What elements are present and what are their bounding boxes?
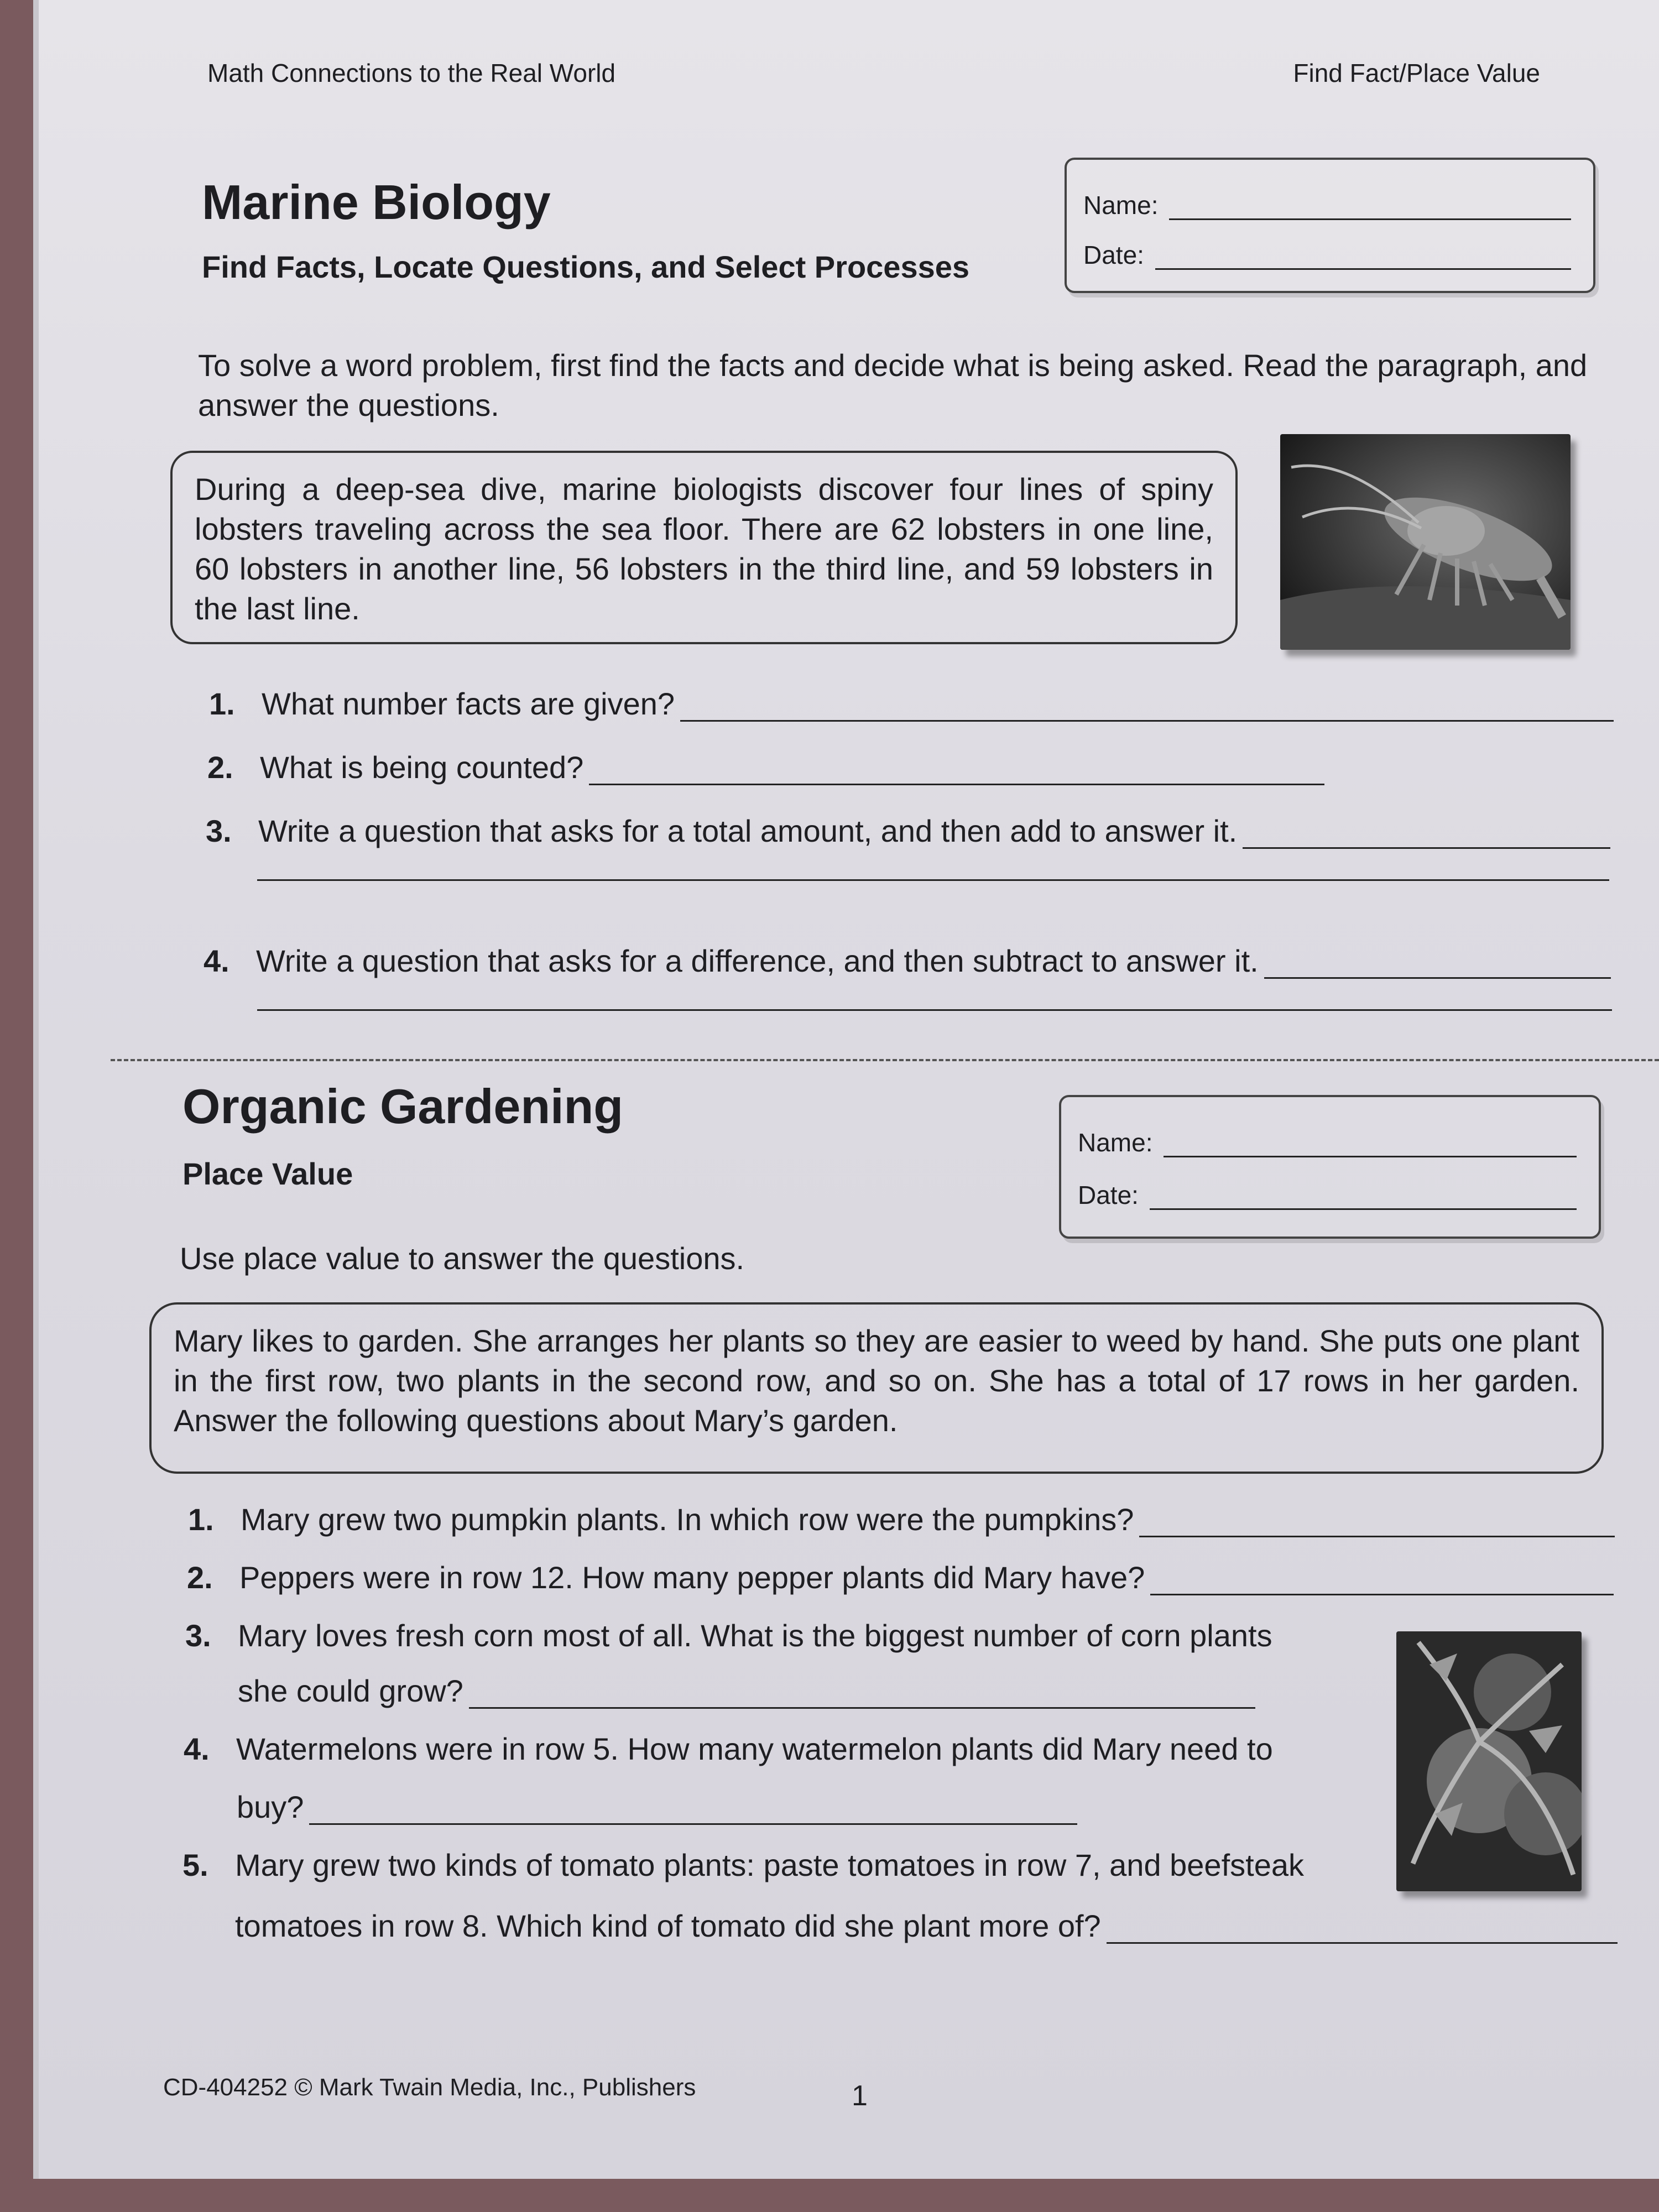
garden-question-5 <box>182 1847 1421 1883</box>
garden-name-field[interactable] <box>1164 1135 1577 1157</box>
answer-line[interactable] <box>1139 1506 1615 1537</box>
question-number: 2. <box>187 1560 213 1595</box>
footer-page-number: 1 <box>852 2080 868 2112</box>
marine-date-label: Date: <box>1083 241 1144 269</box>
question-number: 4. <box>184 1731 210 1766</box>
garden-name-date-box <box>1059 1095 1601 1239</box>
marine-name-date-box <box>1065 158 1595 293</box>
question-text: Watermelons were in row 5. How many watermelon plants did Mary need to <box>236 1731 1273 1766</box>
garden-story-box <box>149 1302 1604 1474</box>
marine-story-text: During a deep-sea dive, marine biologists discover four lines of spiny lobsters traveling across the sea floor. There are 62 lobsters in one line, 60 lobsters in another line, 56 lobsters in the third line, and 59 lobsters in the last line. <box>195 472 1213 626</box>
question-text: Mary grew two pumpkin plants. In which row were the pumpkins? <box>241 1502 1134 1537</box>
marine-question-1 <box>209 686 1614 722</box>
marine-story-box <box>170 451 1238 644</box>
marine-date-row <box>1083 240 1571 270</box>
question-text: What is being counted? <box>260 750 584 785</box>
lobster-photo <box>1280 434 1571 650</box>
garden-question-3 <box>185 1618 1402 1653</box>
question-text: Mary loves fresh corn most of all. What is the biggest number of corn plants <box>238 1618 1272 1653</box>
garden-story-text: Mary likes to garden. She arranges her plants so they are easier to weed by hand. She puts one plant in the first row, two plants in the second row, and so on. She has a total of 17 rows in her garden. Answer the following questions about Mary’s garden. <box>174 1323 1579 1438</box>
garden-intro: Use place value to answer the questions. <box>180 1241 745 1276</box>
lobster-image <box>1280 434 1571 650</box>
marine-name-field[interactable] <box>1169 198 1571 220</box>
marine-title: Marine Biology <box>202 175 551 229</box>
garden-question-3-cont <box>238 1673 1255 1709</box>
tomato-photo <box>1396 1631 1582 1891</box>
answer-line[interactable] <box>1150 1564 1614 1595</box>
question-number: 1. <box>209 686 235 721</box>
marine-q4-answer-line-2[interactable] <box>257 1009 1612 1011</box>
question-text: What number facts are given? <box>262 686 675 721</box>
answer-line[interactable] <box>309 1794 1077 1825</box>
marine-name-label: Name: <box>1083 191 1159 220</box>
question-text: Mary grew two kinds of tomato plants: paste tomatoes in row 7, and beefsteak <box>235 1848 1304 1882</box>
answer-line[interactable] <box>469 1678 1255 1709</box>
worksheet-page <box>33 0 1659 2179</box>
running-header-left: Math Connections to the Real World <box>207 59 616 87</box>
question-text-cont: tomatoes in row 8. Which kind of tomato did she plant more of? <box>235 1908 1101 1943</box>
answer-line[interactable] <box>589 754 1324 785</box>
garden-question-4 <box>184 1731 1400 1767</box>
garden-date-row <box>1078 1180 1577 1210</box>
answer-line[interactable] <box>1243 818 1610 849</box>
garden-question-4-cont <box>237 1789 1077 1825</box>
question-number: 5. <box>182 1848 208 1882</box>
marine-q3-answer-line-2[interactable] <box>257 879 1609 881</box>
garden-question-5-cont <box>235 1908 1618 1944</box>
running-header-right: Find Fact/Place Value <box>1293 59 1540 87</box>
question-number: 3. <box>206 813 232 848</box>
marine-question-4 <box>204 943 1611 979</box>
question-text: Write a question that asks for a difference, and then subtract to answer it. <box>256 943 1259 978</box>
question-number: 4. <box>204 943 229 978</box>
garden-date-field[interactable] <box>1150 1188 1577 1210</box>
marine-question-2 <box>207 749 1324 785</box>
garden-name-row <box>1078 1128 1577 1157</box>
tomato-image <box>1396 1631 1582 1891</box>
garden-question-2 <box>187 1559 1614 1595</box>
marine-name-row <box>1083 190 1571 220</box>
question-text-cont: buy? <box>237 1790 304 1824</box>
garden-date-label: Date: <box>1078 1181 1139 1209</box>
garden-name-label: Name: <box>1078 1128 1153 1157</box>
garden-subtitle: Place Value <box>182 1156 353 1191</box>
cut-line-divider <box>111 1059 1659 1061</box>
question-text-cont: she could grow? <box>238 1673 463 1708</box>
marine-intro: To solve a word problem, first find the facts and decide what is being asked. Read the paragraph, and answer the questions. <box>198 348 1588 422</box>
marine-subtitle: Find Facts, Locate Questions, and Select Processes <box>202 249 970 284</box>
question-number: 2. <box>207 750 233 785</box>
answer-line[interactable] <box>680 691 1614 722</box>
garden-question-1 <box>188 1501 1615 1537</box>
question-text: Peppers were in row 12. How many pepper plants did Mary have? <box>239 1560 1145 1595</box>
answer-line[interactable] <box>1107 1913 1618 1944</box>
marine-date-field[interactable] <box>1155 248 1571 270</box>
garden-title: Organic Gardening <box>182 1079 624 1134</box>
marine-question-3 <box>206 813 1610 849</box>
answer-line[interactable] <box>1264 948 1611 979</box>
question-number: 3. <box>185 1618 211 1653</box>
question-text: Write a question that asks for a total amount, and then add to answer it. <box>258 813 1238 848</box>
question-number: 1. <box>188 1502 214 1537</box>
footer-publisher: CD-404252 © Mark Twain Media, Inc., Publishers <box>163 2074 696 2101</box>
